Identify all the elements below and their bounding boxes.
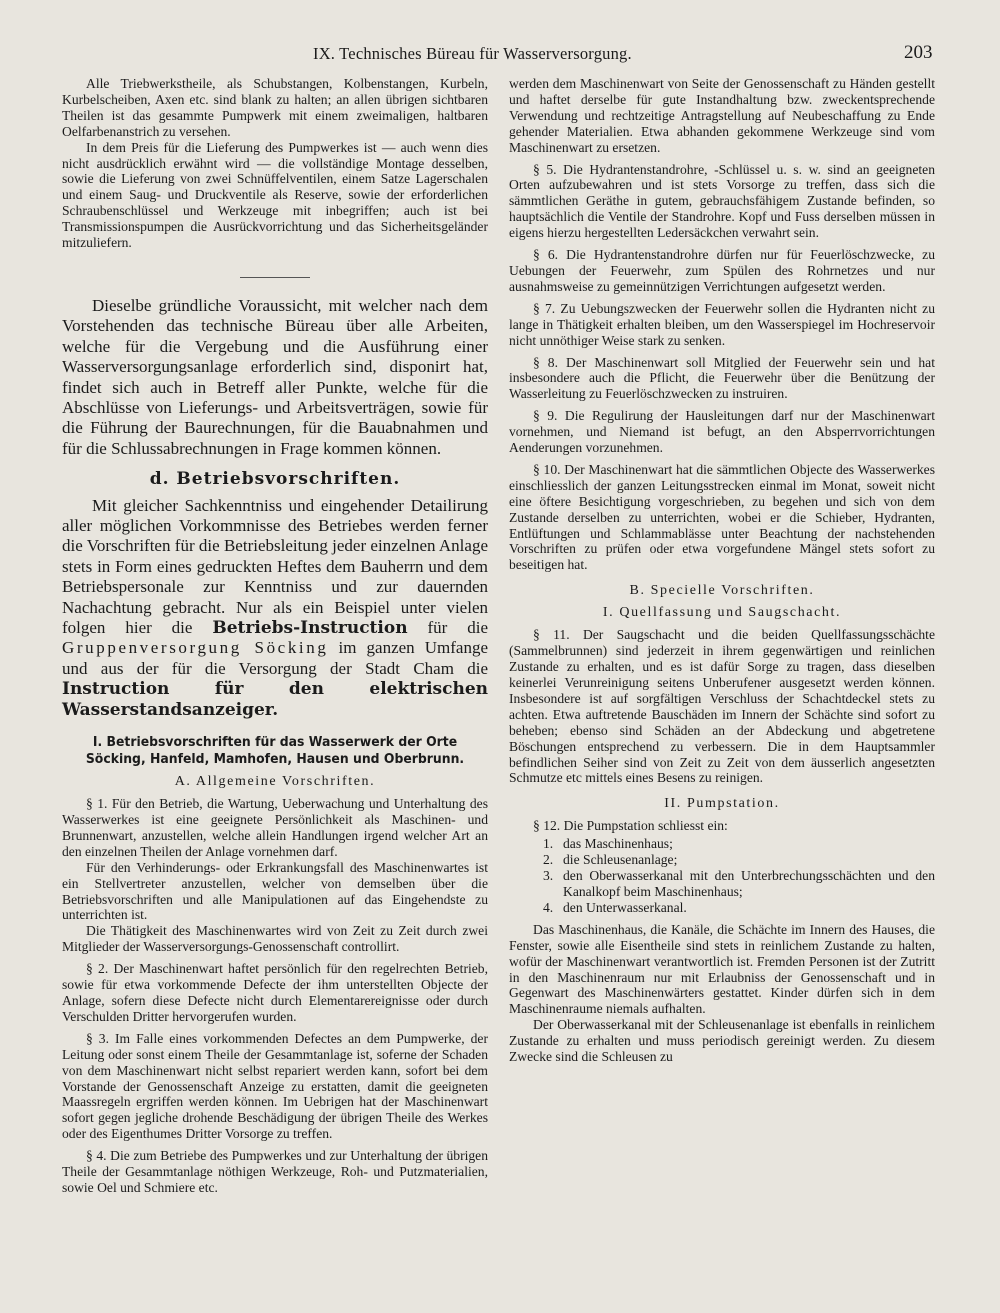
running-title: IX. Technisches Büreau für Wasserversorgung. [313, 44, 632, 63]
left-small-block-2 [62, 796, 488, 1196]
subheading-b: B. Specielle Vorschriften. [629, 583, 815, 599]
section-heading-d: d. Betriebsvorschriften. [149, 469, 401, 490]
list-number: 4. [543, 899, 554, 915]
emphasis: Betriebs-Instruction [212, 618, 408, 639]
subheading-b2: II. Pumpstation. [664, 796, 780, 812]
spaced-emphasis: Gruppenversorgung Söcking [62, 638, 329, 658]
paragraph-s11: § 11. Der Saugschacht und die beiden Quellfassungsschächte (Sammelbrunnen) sind jederzeit in ihrem gegenwärtigen und reinlichen Zustande zu erhalten, und es ist dafür Sorge zu tragen, dass dieselben keinerlei Verunreinigung seitens Unberufener ausgesetzt werden können. Insbesondere ist auf sorgfältigen Verschluss der Schachtdeckel stets zu achten. Etwa auftretende Bauschäden im Innern der Schächte sind sofort zu beheben; ebenso sind Schäden an der Abdeckung und abgetretene Böschungen entsprechend zu verbessern. Die in dem Hauptsammler befindlichen Seiher sind von Zeit zu Zeit von dem äusserlich angesetzten Schmutze etc mittels eines Besens zu reinigen. [509, 627, 935, 786]
paragraph: Das Maschinenhaus, die Kanäle, die Schächte im Innern des Hauses, die Fenster, sowie alle Eisentheile sind stets in reinlichem Zustande zu halten, wofür der Maschinenwart verantwortlich ist. Fremden Personen ist der Zutritt in den Maschinenraum nur mit Erlaubniss der Genossenschaft und in Gegenwart des Maschinenwärters gestattet. Kinder dürfen sich in dem Maschinenraume niemals aufhalten. [509, 921, 935, 1017]
paragraph-s10: § 10. Der Maschinenwart hat die sämmtlichen Objecte des Wasserwerkes einschliesslich der ganzen Leitungsstrecken einmal im Monat, soweit nicht eine öftere Besichtigung vorgeschrieben, zu begehen und sich von dem Zustande derselben zu unterrichten, wobei er die Schieber, Hydranten, Entlüftungen und Schlammablässe unter Beachtung der nachstehenden Vorschriften zu prüfen oder etwa vorgefundene Mängel stets sofort zu beseitigen hat. [509, 461, 935, 573]
subheading-a: A. Allgemeine Vorschriften. [174, 774, 376, 790]
subheading-b1: I. Quellfassung und Saugschacht. [602, 605, 842, 621]
paragraph: Die Thätigkeit des Maschinenwartes wird von Zeit zu Zeit durch zwei Mitglieder der Wasserversorgungs-Genossenschaft controllirt. [62, 923, 488, 955]
paragraph-s8: § 8. Der Maschinenwart soll Mitglied der Feuerwehr sein und hat insbesondere auch die Pflicht, die Feuerwehr über die Benützung der Wasserleitung zu Feuerlöschzwecken zu instruiren. [509, 354, 935, 402]
list-text: das Maschinenhaus; [563, 836, 673, 852]
paragraph-s12: § 12. Die Pumpstation schliesst ein: [533, 818, 728, 834]
right-small-block [509, 76, 935, 1065]
paragraph: Alle Triebwerkstheile, als Schubstangen, Kolbenstangen, Kurbeln, Kurbelscheiben, Axen etc. sind blank zu halten; an allen übrigen sichtbaren Theilen ist das gesammte Pumpwerk mit einem zweimaligen, haltbaren Oelfarbenanstrich zu versehen. [62, 76, 488, 139]
list-text: den Oberwasserkanal mit den Unterbrechungsschächten und den Kanalkopf beim Maschinenhaus; [563, 868, 935, 899]
paragraph-s5: § 5. Die Hydrantenstandrohre, -Schlüssel u. s. w. sind an geeigneten Orten aufzubewahren und ist stets Vorsorge zu treffen, dass sich die sämmtlichen Geräthe in gutem, gebrauchsfähigem Zustande befinden, so hauptsächlich die Ventile der Standrohre. Kopf und Fuss derselben müssen in eigens hierzu hergestellten Ledersäckchen verwahrt sein. [509, 161, 935, 241]
paragraph: werden dem Maschinenwart von Seite der Genossenschaft zu Händen gestellt und haftet derselbe für gute Instandhaltung bzw. zweckentsprechende Verwendung und rechtzeitige Antragstellung auf Neubeschaffung zu Ende gehender Materialien. Etwa abhanden gekommene Werkzeuge sind vom Maschinenwart zu ersetzen. [509, 76, 935, 155]
divider [240, 277, 310, 278]
list-item [509, 852, 935, 868]
paragraph-s9: § 9. Die Regulirung der Hausleitungen darf nur der Maschinenwart vornehmen, und Niemand ist befugt, an den Absperrvorrichtungen Aenderungen vorzunehmen. [509, 408, 935, 456]
list-number: 1. [543, 836, 554, 852]
right-column [509, 76, 935, 1065]
running-header [0, 44, 1000, 68]
paragraph: Der Oberwasserkanal mit der Schleusenanlage ist ebenfalls in reinlichem Zustande zu erhalten und muss periodisch gereinigt werden. Zu diesem Zwecke sind die Schleusen zu [509, 1017, 935, 1065]
list-item [509, 836, 935, 852]
emphasis: Instruction für den elektrischen Wasserstandsanzeiger. [62, 679, 488, 720]
left-column [62, 76, 488, 1196]
paragraph-s7: § 7. Zu Uebungszwecken der Feuerwehr sollen die Hydranten nicht zu lange in Thätigkeit erhalten bleiben, um den Wasserspiegel im Hochreservoir nicht unnöthiger Weise stark zu senken. [509, 300, 935, 348]
paragraph-s3: § 3. Im Falle eines vorkommenden Defectes an dem Pumpwerke, der Leitung oder sonst einem Theile der Gesammtanlage ist, soferne der Schaden von dem Maschinenwart nicht selbst repariert werden kann, sofort bei dem Vorstande der Genossenschaft Anzeige zu erstatten, damit die geeigneten Maassregeln ergriffen werden können. Im Uebrigen hat der Maschinenwart sofort gegen jegliche drohende Beschädigung der übrigen Theile des Werkes oder des Eigenthumes Dritter Vorsorge zu treffen. [62, 1030, 488, 1142]
paragraph: Für den Verhinderungs- oder Erkrankungsfall des Maschinenwartes ist ein Stellvertreter anzustellen, welcher von demselben über die Betriebsvorschriften und alle Manipulationen auf das Eingehendste zu unterrichten ist. [62, 859, 488, 923]
paragraph-s4: § 4. Die zum Betriebe des Pumpwerkes und zur Unterhaltung der übrigen Theile der Gesammtanlage nöthigen Werkzeuge, Roh- und Putzmaterialien, sowie Oel und Schmiere etc. [62, 1148, 488, 1195]
section-heading-i: I. Betriebsvorschriften für das Wasserwerk der Orte Söcking, Hanfeld, Mamhofen, Hausen und Oberbrunn. [85, 734, 465, 768]
list-item [509, 900, 935, 916]
paragraph: In dem Preis für die Lieferung des Pumpwerkes ist — auch wenn dies nicht ausdrücklich erwähnt wird — die vollständige Montage desselben, sowie die Lieferung von zwei Schnüffelventilen, einem Satze Lagerschalen und einem Saug- und Druckventile als Reserve, sowie der erforderlichen Schraubenschlüssel und Werkzeuge mit inbegriffen; auch ist bei Transmissionspumpen die Ausrückvorrichtung und das Sicherheitsgeländer mitzuliefern. [62, 139, 488, 251]
list-number: 3. [543, 868, 554, 884]
text-run: im ganzen Umfange und aus der für die Versorgung der Stadt Cham die [62, 638, 488, 678]
text-run: Mit gleicher Sachkenntniss und eingehender Detailirung aller möglichen Vorkommnisse des Betriebes werden ferner die Vorschriften für die Betriebsleitung jeder einzelnen Anlage stets in Form eines gedruckten Heftes dem Bauherrn und dem Betriebspersonale zur Kenntniss und zur dauernden Nachachtung gebracht. Nur als ein Beispiel unter vielen folgen hier die [62, 495, 488, 638]
paragraph-s6: § 6. Die Hydrantenstandrohre dürfen nur für Feuerlöschzwecke, zu Uebungen der Feuerwehr, zum Spülen des Rohrnetzes und nur ausnahmsweise zu gemeinnützigen Verrichtungen aufgesetzt werden. [509, 247, 935, 294]
list-text: die Schleusenanlage; [563, 852, 678, 868]
left-small-block-1 [62, 76, 488, 251]
paragraph [62, 496, 488, 720]
page-number: 203 [904, 42, 933, 63]
left-large-block [62, 296, 488, 720]
list-item [509, 868, 935, 900]
list-number: 2. [543, 852, 554, 868]
paragraph-s2: § 2. Der Maschinenwart haftet persönlich für den regelrechten Betrieb, sowie für etwa vorkommende Defecte der ihm unterstellten Objecte der Anlage, sofern diese Defecte nicht durch Elementarereignisse oder durch Verschulden Dritter hervorgerufen wurden. [62, 961, 488, 1024]
text-run: für die [407, 618, 488, 638]
paragraph: Dieselbe gründliche Voraussicht, mit welcher nach dem Vorstehenden das technische Büreau über alle Arbeiten, welche für die Vergebung und die Ausführung einer Wasserversorgungsanlage erforderlich sind, disponirt hat, findet sich auch in Betreff aller Punkte, welche für die Abschlüsse von Lieferungs- und Arbeitsverträgen, sowie für die Führung der Baurechnungen, für die Bauabnahmen und für die Schlussabrechnungen in Frage kommen können. [62, 295, 488, 458]
station-list [509, 836, 935, 916]
list-text: den Unterwasserkanal. [563, 899, 687, 915]
paragraph-s1: § 1. Für den Betrieb, die Wartung, Ueberwachung und Unterhaltung des Wasserwerkes ist eine geeignete Persönlichkeit als Maschinen- und Brunnenwart, anzustellen, welche allein Handlungen irgend welcher Art an den einzelnen Theilen der Anlage vornehmen darf. [62, 796, 488, 859]
